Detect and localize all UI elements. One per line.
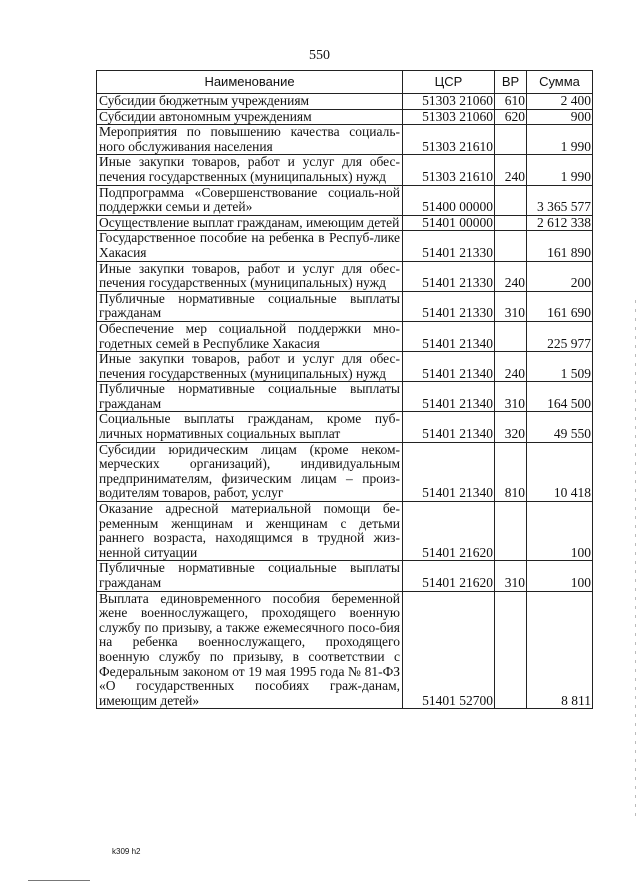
- budget-table: [96, 70, 593, 709]
- row-sum-cell: 8 811: [527, 591, 593, 709]
- table-header-row: [97, 71, 593, 94]
- row-vr-cell: 240: [495, 261, 527, 291]
- table-row: [97, 215, 593, 231]
- row-vr-cell: [495, 231, 527, 261]
- row-sum-cell: 200: [527, 261, 593, 291]
- margin-line: [28, 880, 90, 881]
- table-row: [97, 321, 593, 351]
- row-sum-cell: 900: [527, 109, 593, 125]
- row-sum-cell: 1 990: [527, 125, 593, 155]
- row-sum-cell: 164 500: [527, 382, 593, 412]
- row-csr-cell: 51401 21340: [403, 321, 495, 351]
- row-vr-cell: [495, 215, 527, 231]
- row-vr-cell: [495, 185, 527, 215]
- table-row: [97, 231, 593, 261]
- row-vr-cell: 310: [495, 561, 527, 591]
- table-row: [97, 561, 593, 591]
- row-csr-cell: 51401 21330: [403, 231, 495, 261]
- row-sum-cell: 100: [527, 561, 593, 591]
- row-csr-cell: 51401 21340: [403, 352, 495, 382]
- table-row: [97, 185, 593, 215]
- row-name-cell: Публичные нормативные социальные выплаты гражданам: [97, 561, 403, 591]
- row-sum-cell: 3 365 577: [527, 185, 593, 215]
- row-csr-cell: 51401 21340: [403, 382, 495, 412]
- row-vr-cell: [495, 125, 527, 155]
- row-name-cell: Публичные нормативные социальные выплаты гражданам: [97, 291, 403, 321]
- row-csr-cell: 51303 21610: [403, 125, 495, 155]
- row-sum-cell: 225 977: [527, 321, 593, 351]
- row-name-cell: Иные закупки товаров, работ и услуг для обес-печения государственных (муниципальных) нужд: [97, 261, 403, 291]
- table-body: [97, 94, 593, 709]
- header-vr: ВР: [495, 71, 527, 94]
- header-sum: Сумма: [527, 71, 593, 94]
- table-row: [97, 382, 593, 412]
- row-vr-cell: 310: [495, 382, 527, 412]
- row-csr-cell: 51401 21620: [403, 502, 495, 561]
- row-vr-cell: 620: [495, 109, 527, 125]
- table-row: [97, 502, 593, 561]
- header-csr: ЦСР: [403, 71, 495, 94]
- row-vr-cell: 310: [495, 291, 527, 321]
- row-name-cell: Публичные нормативные социальные выплаты гражданам: [97, 382, 403, 412]
- row-csr-cell: 51303 21610: [403, 155, 495, 185]
- table-row: [97, 442, 593, 501]
- row-name-cell: Государственное пособие на ребенка в Респуб-лике Хакасия: [97, 231, 403, 261]
- row-name-cell: Мероприятия по повышению качества социаль-ного обслуживания населения: [97, 125, 403, 155]
- row-csr-cell: 51401 21340: [403, 442, 495, 501]
- row-name-cell: Социальные выплаты гражданам, кроме пуб-личных нормативных социальных выплат: [97, 412, 403, 442]
- row-name-cell: Осуществление выплат гражданам, имеющим детей: [97, 215, 403, 231]
- footer-code: k309 h2: [112, 847, 141, 856]
- row-csr-cell: 51303 21060: [403, 94, 495, 110]
- table-row: [97, 261, 593, 291]
- row-name-cell: Обеспечение мер социальной поддержки мно-годетных семей в Республике Хакасия: [97, 321, 403, 351]
- row-csr-cell: 51401 21330: [403, 261, 495, 291]
- row-sum-cell: 161 890: [527, 231, 593, 261]
- row-csr-cell: 51401 00000: [403, 215, 495, 231]
- row-sum-cell: 100: [527, 502, 593, 561]
- row-name-cell: Подпрограмма «Совершенствование социаль-ной поддержки семьи и детей»: [97, 185, 403, 215]
- row-sum-cell: 10 418: [527, 442, 593, 501]
- table-row: [97, 591, 593, 709]
- row-sum-cell: 49 550: [527, 412, 593, 442]
- row-csr-cell: 51401 21330: [403, 291, 495, 321]
- row-vr-cell: [495, 321, 527, 351]
- page-number: 550: [309, 48, 330, 63]
- table-row: [97, 94, 593, 110]
- row-vr-cell: 240: [495, 155, 527, 185]
- table-row: [97, 352, 593, 382]
- table-row: [97, 291, 593, 321]
- row-name-cell: Иные закупки товаров, работ и услуг для обес-печения государственных (муниципальных) нужд: [97, 155, 403, 185]
- row-csr-cell: 51303 21060: [403, 109, 495, 125]
- row-vr-cell: 240: [495, 352, 527, 382]
- row-name-cell: Выплата единовременного пособия беременной жене военнослужащего, проходящего военную службу по призыву, а также ежемесячного посо-бия на ребенка военнослужащего, проходящего военную службу по призыву, в соответствии с Федеральным законом от 19 мая 1995 года № 81-ФЗ «О государственных пособиях граж-данам, имеющим детей»: [97, 591, 403, 709]
- row-vr-cell: 320: [495, 412, 527, 442]
- row-name-cell: Субсидии юридическим лицам (кроме неком-мерческих организаций), индивидуальным предпринимателям, физическим лицам – произ-водителям товаров, работ, услуг: [97, 442, 403, 501]
- row-name-cell: Субсидии автономным учреждениям: [97, 109, 403, 125]
- table-row: [97, 412, 593, 442]
- row-csr-cell: 51401 52700: [403, 591, 495, 709]
- row-sum-cell: 2 612 338: [527, 215, 593, 231]
- row-name-cell: Иные закупки товаров, работ и услуг для обес-печения государственных (муниципальных) нужд: [97, 352, 403, 382]
- scan-edge-mark: [635, 300, 636, 820]
- row-vr-cell: 810: [495, 442, 527, 501]
- row-sum-cell: 2 400: [527, 94, 593, 110]
- table-row: [97, 125, 593, 155]
- row-sum-cell: 1 990: [527, 155, 593, 185]
- row-vr-cell: 610: [495, 94, 527, 110]
- row-csr-cell: 51401 21340: [403, 412, 495, 442]
- row-name-cell: Оказание адресной материальной помощи бе-ременным женщинам и женщинам с детьми раннего возраста, находящимся в трудной жиз-ненной ситуации: [97, 502, 403, 561]
- row-sum-cell: 161 690: [527, 291, 593, 321]
- row-name-cell: Субсидии бюджетным учреждениям: [97, 94, 403, 110]
- row-vr-cell: [495, 502, 527, 561]
- row-csr-cell: 51400 00000: [403, 185, 495, 215]
- row-csr-cell: 51401 21620: [403, 561, 495, 591]
- row-vr-cell: [495, 591, 527, 709]
- table-row: [97, 155, 593, 185]
- header-name: Наименование: [97, 71, 403, 94]
- row-sum-cell: 1 509: [527, 352, 593, 382]
- table-row: [97, 109, 593, 125]
